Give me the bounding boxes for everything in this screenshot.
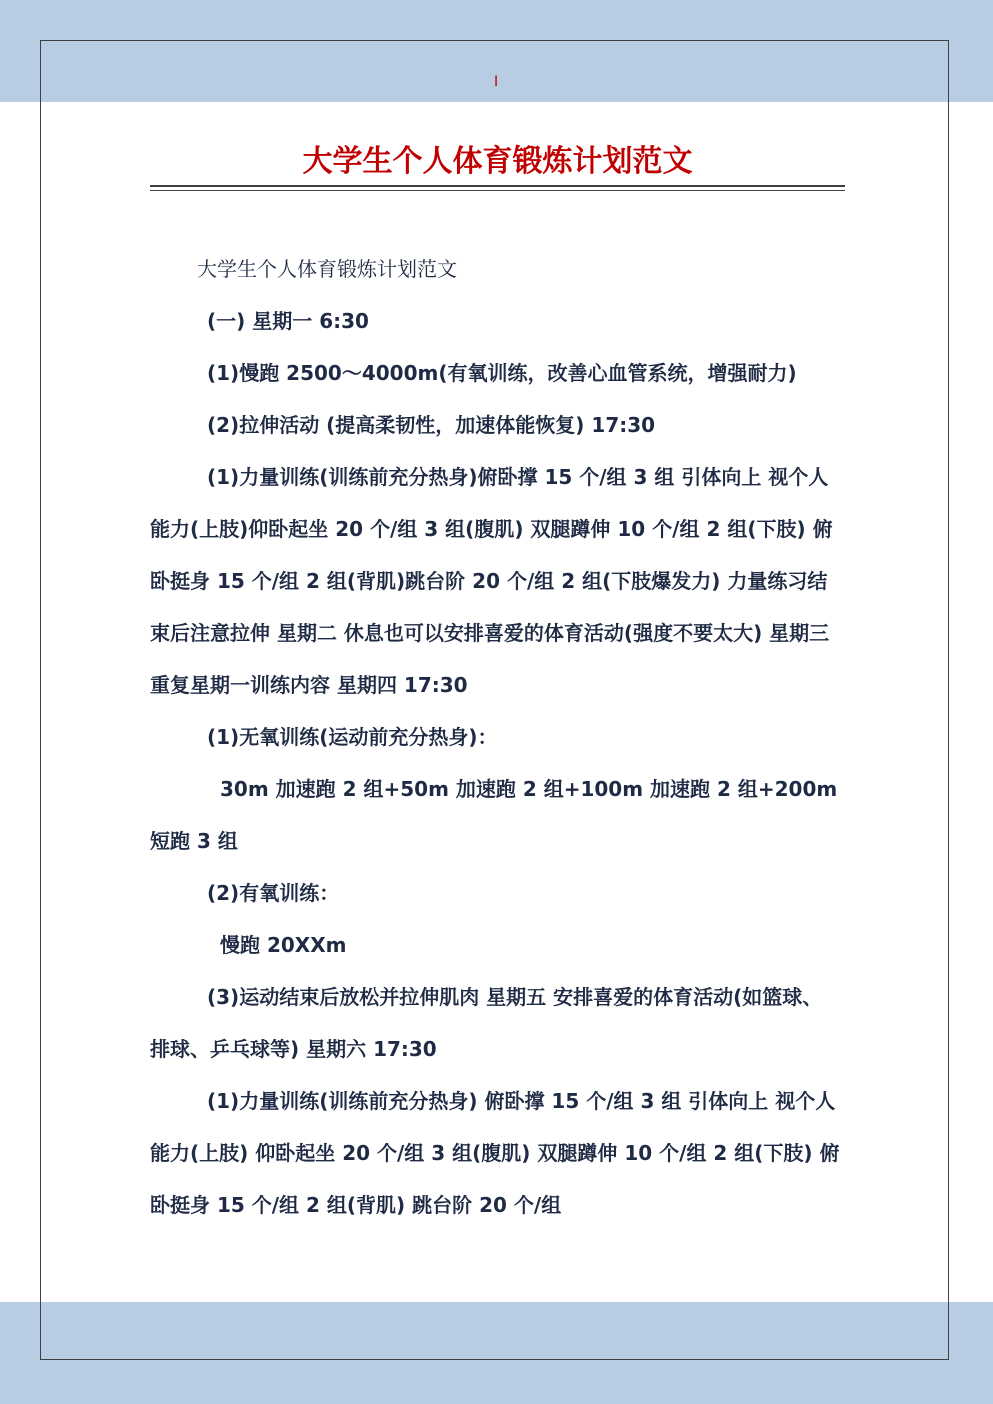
header-mark: I bbox=[494, 74, 499, 90]
paragraph-stretch: (2)拉伸活动 (提高柔韧性，加速体能恢复) 17:30 bbox=[207, 413, 656, 437]
paragraph-aerobic: (2)有氧训练： bbox=[207, 881, 340, 905]
title-rule-thin bbox=[150, 190, 845, 191]
paragraph-strength-2: (1)力量训练(训练前充分热身) 俯卧撑 15 个/组 3 组 引体向上 视个人能力(上肢) 仰卧起坐 20 个/组 3 组(腹肌) 双腿蹲伸 10 个/组 2 组(下肢) 俯卧挺身 15 个/组 2 组(背肌) 跳台阶 20 个/组 bbox=[150, 1089, 840, 1217]
paragraph-jog-distance: 慢跑 20XXm bbox=[220, 933, 347, 957]
paragraph-sprints: 30m 加速跑 2 组+50m 加速跑 2 组+100m 加速跑 2 组+200m 短跑 3 组 bbox=[150, 777, 838, 853]
paragraph-cooldown: (3)运动结束后放松并拉伸肌肉 星期五 安排喜爱的体育活动(如篮球、排球、乒乓球等) 星期六 17:30 bbox=[150, 985, 823, 1061]
document-title: 大学生个人体育锻炼计划范文 bbox=[302, 144, 693, 179]
paragraph-jog: (1)慢跑 2500～4000m(有氧训练，改善心血管系统，增强耐力) bbox=[207, 361, 797, 385]
paragraph-anaerobic: (1)无氧训练(运动前充分热身)： bbox=[207, 725, 498, 749]
body-subtitle: 大学生个人体育锻炼计划范文 bbox=[197, 257, 457, 281]
title-rule-thick bbox=[150, 185, 845, 187]
paragraph-monday: (一) 星期一 6:30 bbox=[207, 309, 369, 333]
paragraph-strength-1: (1)力量训练(训练前充分热身)俯卧撑 15 个/组 3 组 引体向上 视个人能力(上肢)仰卧起坐 20 个/组 3 组(腹肌) 双腿蹲伸 10 个/组 2 组(下肢) 俯卧挺身 15 个/组 2 组(背肌)跳台阶 20 个/组 2 组(下肢爆发力) 力量练习结束后注意拉伸 星期二 休息也可以安排喜爱的体育活动(强度不要太大) 星期三 重复星期一训练内容 星期四 17:30 bbox=[150, 465, 833, 697]
document-body bbox=[150, 243, 842, 1231]
